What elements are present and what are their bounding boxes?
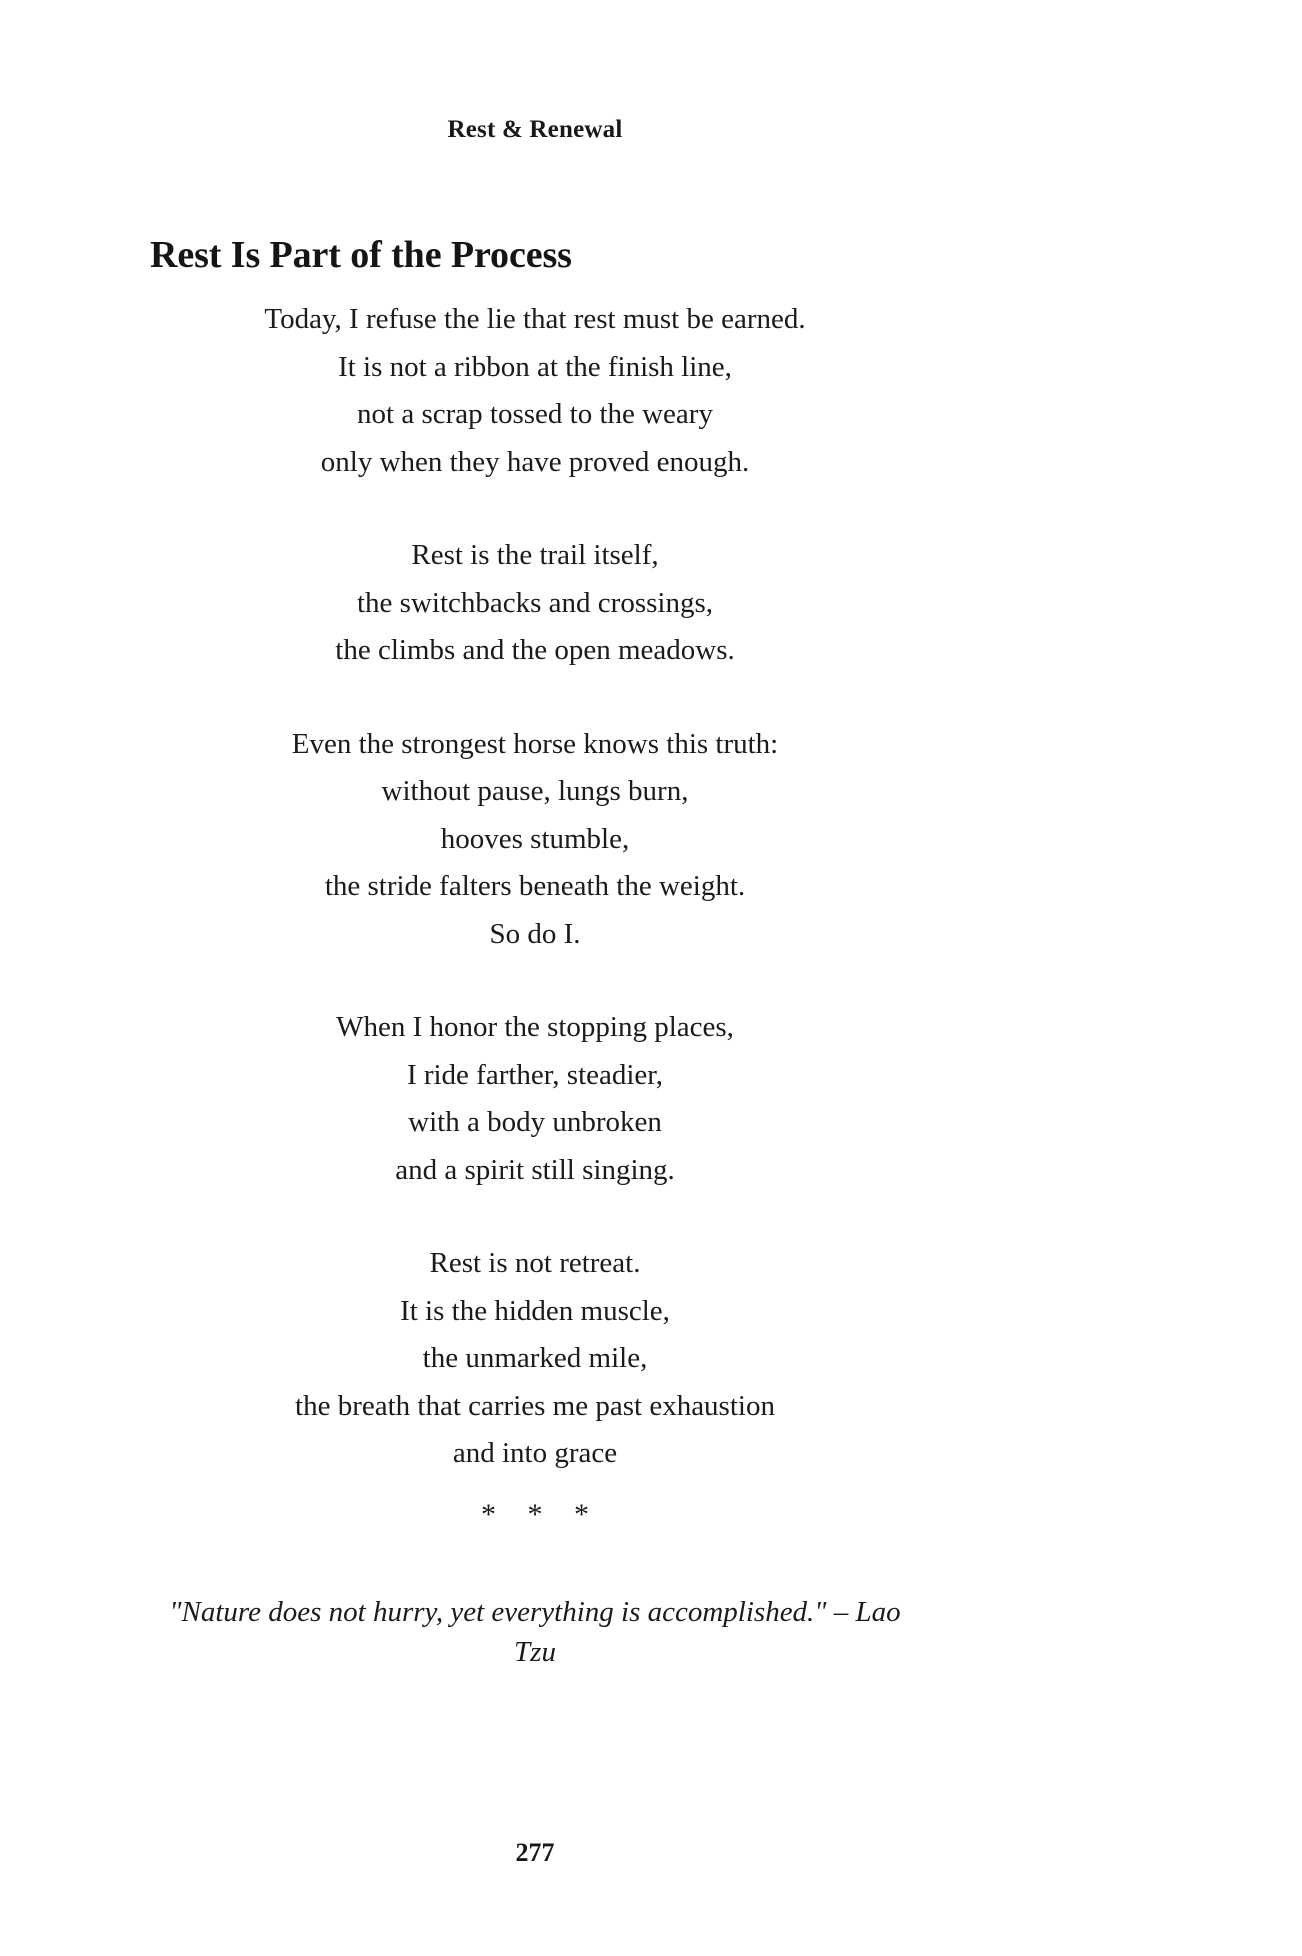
poem-line: the unmarked mile, (422, 1342, 648, 1374)
poem-line: not a scrap tossed to the weary (357, 398, 713, 430)
poem-line: I ride farther, steadier, (406, 1058, 664, 1091)
poem-line: When I honor the stopping places, (336, 1011, 734, 1043)
poem-stanza (150, 1004, 920, 1194)
section-divider: * * * (481, 1498, 601, 1531)
poem-stanza (150, 296, 920, 486)
poem-line: the climbs and the open meadows. (335, 634, 735, 666)
poem-line: It is the hidden muscle, (400, 1294, 670, 1327)
poem-line: only when they have proved enough. (320, 445, 750, 478)
poem-line: with a body unbroken (408, 1106, 662, 1138)
poem-line: Today, I refuse the lie that rest must be earned. (264, 303, 806, 335)
running-head: Rest & Renewal (447, 116, 623, 143)
poem-stanza (150, 532, 920, 675)
poem-stanza (150, 721, 920, 959)
page-title: Rest Is Part of the Process (150, 234, 572, 277)
poem-line: So do I. (489, 917, 581, 950)
poem-line: the switchbacks and crossings, (357, 586, 713, 619)
poem-line: the breath that carries me past exhaustion (295, 1389, 775, 1422)
poem-line: It is not a ribbon at the finish line, (338, 350, 732, 383)
poem-line: Rest is the trail itself, (411, 539, 659, 571)
poem-line: Rest is not retreat. (429, 1247, 641, 1279)
poem-line: without pause, lungs burn, (381, 775, 689, 807)
poem-body (150, 296, 920, 1478)
poem-line: hooves stumble, (440, 822, 630, 855)
poem-line: and a spirit still singing. (395, 1153, 675, 1186)
poem-line: and into grace (452, 1437, 618, 1469)
poem-line: Even the strongest horse knows this truth: (291, 727, 779, 760)
poem-stanza (150, 1240, 920, 1478)
closing-quote: "Nature does not hurry, yet everything is accomplished." – Lao Tzu (169, 1596, 901, 1668)
page-number: 277 (515, 1838, 555, 1867)
poem-line: the stride falters beneath the weight. (324, 870, 746, 902)
